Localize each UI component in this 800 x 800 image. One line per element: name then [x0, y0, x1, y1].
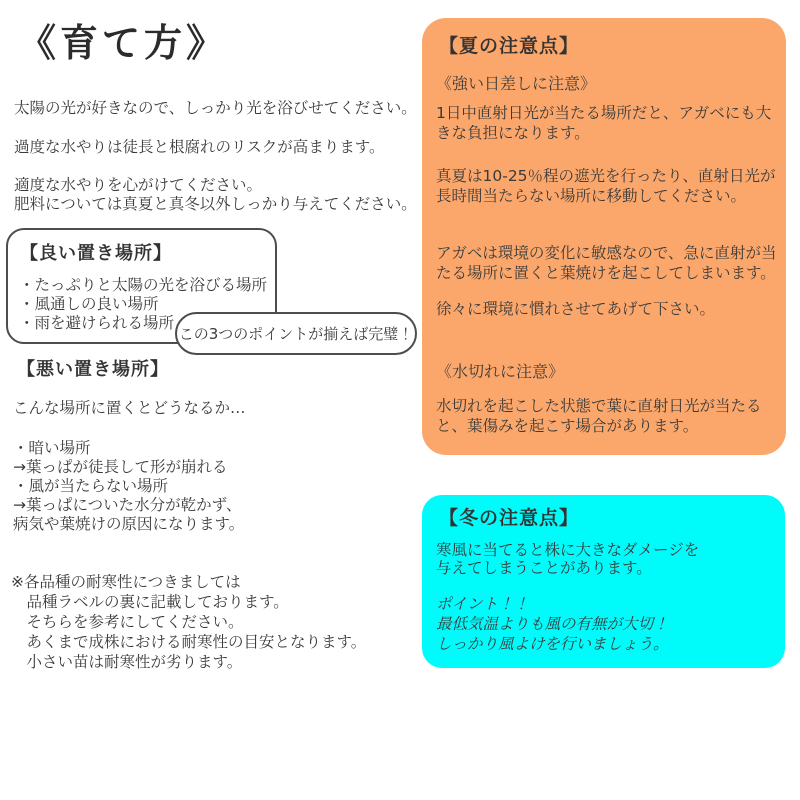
- summer-paragraph-shading: 真夏は10-25％程の遮光を行ったり、直射日光が 長時間当たらない場所に移動してください。: [436, 167, 776, 205]
- summer-paragraph-direct-sun: 1日中直射日光が当たる場所だと、アガベにも大 きな負担になります。: [436, 104, 772, 142]
- bad-placement-list: ・暗い場所 →葉っぱが徒長して形が崩れる ・風が当たらない場所 →葉っぱについた水分が乾かず、 病気や葉焼けの原因になります。: [13, 439, 245, 533]
- perfect-points-bubble: [175, 312, 417, 355]
- winter-paragraph-cold-wind: 寒風に当てると株に大きなダメージを 与えてしまうことがあります。: [436, 541, 700, 577]
- good-placement-list: ・たっぷりと太陽の光を浴びる場所 ・風通しの良い場所 ・雨を避けられる場所: [19, 276, 268, 332]
- good-placement-heading: 【良い置き場所】: [20, 243, 172, 264]
- page-title: 《育て方》: [18, 21, 229, 65]
- summer-paragraph-acclimate: 徐々に環境に慣れさせてあげて下さい。: [436, 300, 716, 318]
- summer-paragraph-water-shortage: 水切れを起こした状態で葉に直射日光が当たる と、葉傷みを起こす場合があります。: [436, 397, 762, 435]
- bad-placement-lead: こんな場所に置くとどうなるか…: [13, 399, 246, 417]
- hardiness-footnote: ※各品種の耐寒性につきましては 品種ラベルの裏に記載しております。 そちらを参考にしてください。 あくまで成株における耐寒性の目安となります。 小さい苗は耐寒性が劣ります。: [11, 573, 367, 671]
- summer-caution-panel: [422, 18, 786, 455]
- winter-caution-panel: [422, 495, 785, 668]
- summer-water-shortage-subheading: 《水切れに注意》: [436, 362, 565, 381]
- summer-strong-sun-subheading: 《強い日差しに注意》: [436, 74, 597, 93]
- bad-placement-heading: 【悪い置き場所】: [17, 359, 169, 380]
- intro-paragraph-watering-fertilizer: 適度な水やりを心がけてください。 肥料については真夏と真冬以外しっかり与えてください。: [14, 176, 417, 213]
- intro-paragraph-sunlight: 太陽の光が好きなので、しっかり光を浴びせてください。: [14, 99, 417, 117]
- winter-panel-heading: 【冬の注意点】: [439, 507, 580, 529]
- summer-panel-heading: 【夏の注意点】: [439, 35, 580, 57]
- perfect-points-bubble-text: この3つのポイントが揃えば完璧！: [178, 325, 414, 343]
- summer-paragraph-sensitivity: アガベは環境の変化に敏感なので、急に直射が当 たる場所に置くと葉焼けを起こしてしまいます。: [436, 244, 777, 282]
- winter-point-note: ポイント！！ 最低気温よりも風の有無が大切！ しっかり風よけを行いましょう。: [436, 595, 669, 653]
- intro-paragraph-overwatering: 過度な水やりは徒長と根腐れのリスクが高まります。: [14, 138, 385, 156]
